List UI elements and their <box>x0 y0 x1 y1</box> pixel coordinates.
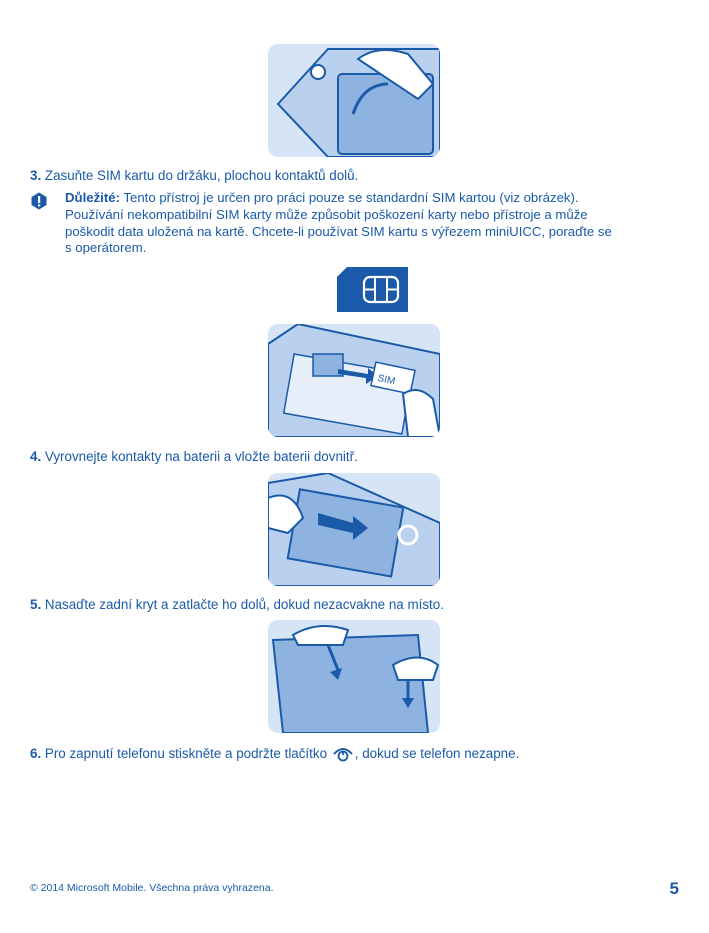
note-lead: Důležité: <box>65 190 120 205</box>
sim-card-label: SIM <box>376 372 397 388</box>
illustration-insert-battery <box>268 473 440 586</box>
step-4-number: 4. <box>30 449 42 464</box>
sim-chip-icon <box>337 267 408 312</box>
step-5-number: 5. <box>30 597 42 612</box>
step-3-text: Zasuňte SIM kartu do držáku, plochou kontaktů dolů. <box>44 168 359 183</box>
page-number: 5 <box>669 879 679 898</box>
step-3-number: 3. <box>30 168 42 183</box>
note-text <box>65 190 677 257</box>
step-6 <box>30 745 519 762</box>
step-3 <box>30 168 358 183</box>
note-line-2: Používání nekompatibilní SIM karty může způsobit poškození karty nebo přístroje a může <box>65 206 588 222</box>
note-line-4: s operátorem. <box>65 240 147 256</box>
standard-sim-card-image <box>337 267 408 312</box>
step-4-text: Vyrovnejte kontakty na baterii a vložte baterii dovnitř. <box>44 449 358 464</box>
note-line-3: poškodit data uložená na kartě. Chcete-li používat SIM kartu s výřezem miniUICC, poraďte se <box>65 223 612 239</box>
footer-copyright: © 2014 Microsoft Mobile. Všechna práva vyhrazena. <box>30 882 274 894</box>
step-5 <box>30 597 444 612</box>
illustration-insert-sim <box>268 324 440 437</box>
step-6-text-after: , dokud se telefon nezapne. <box>354 746 520 761</box>
note-line-1: Tento přístroj je určen pro práci pouze se standardní SIM kartou (viz obrázek). <box>123 190 579 205</box>
step-5-text: Nasaďte zadní kryt a zatlačte ho dolů, dokud nezacvakne na místo. <box>44 597 444 612</box>
warning-icon <box>30 192 48 210</box>
step-4 <box>30 449 358 464</box>
illustration-open-cover <box>268 44 440 157</box>
power-key-icon <box>332 745 354 762</box>
illustration-attach-cover <box>268 620 440 733</box>
step-6-text-before: Pro zapnutí telefonu stiskněte a podržte tlačítko <box>44 746 328 761</box>
step-6-number: 6. <box>30 746 42 761</box>
